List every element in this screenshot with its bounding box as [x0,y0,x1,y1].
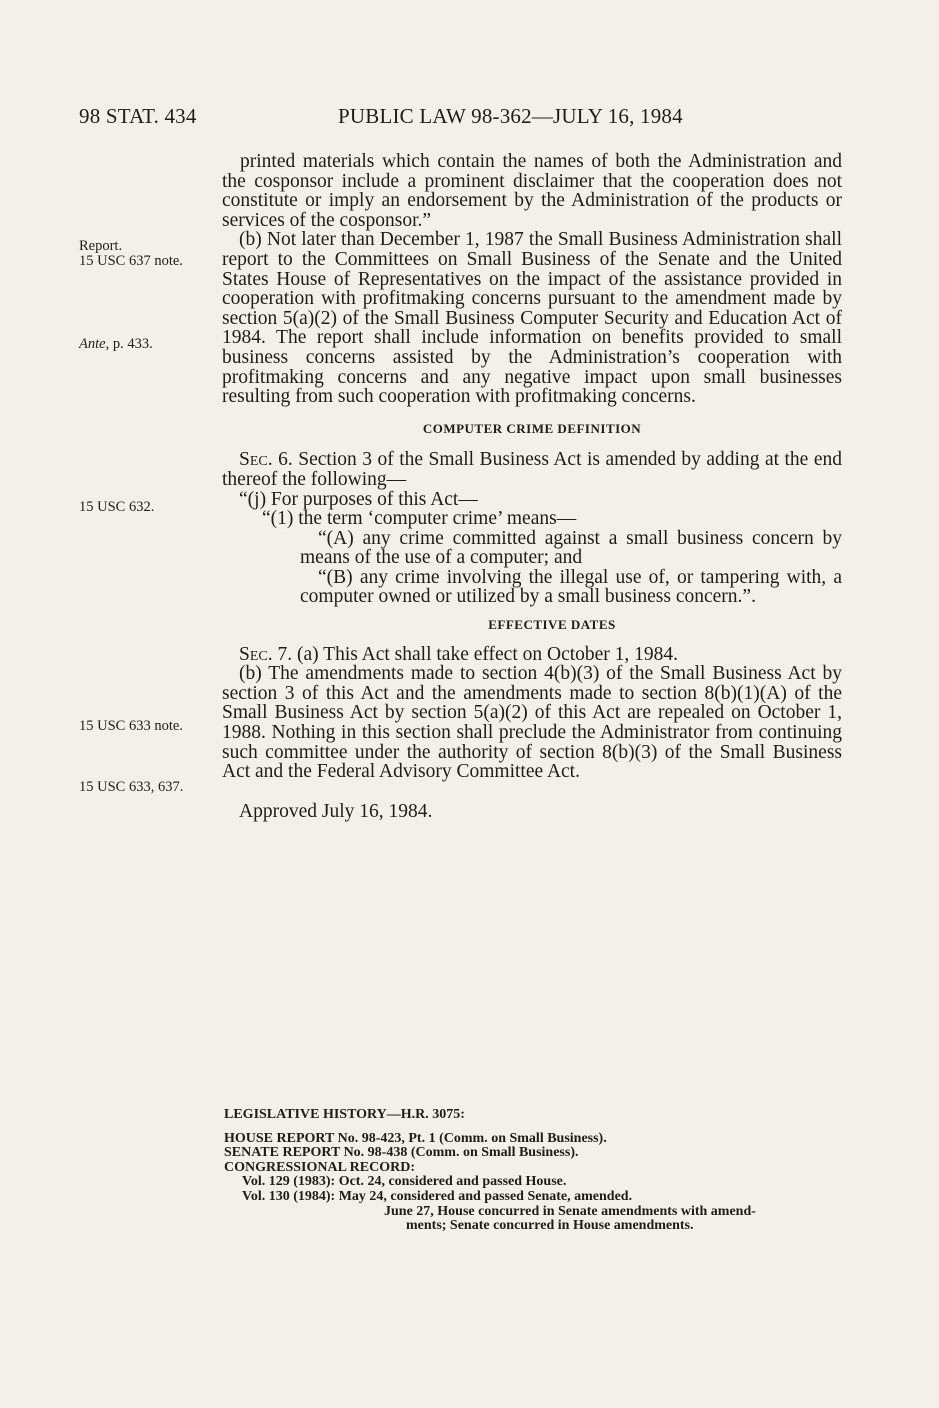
section-6-b: “(B) any crime involving the illegal use of, or tampering with, a computer owned or utilized by a small business concern.”. [300,566,842,608]
section-7-label: Sec. 7. [239,643,293,665]
congressional-record: CONGRESSIONAL RECORD: [224,1159,415,1175]
record-vol-129: Vol. 129 (1983): Oct. 24, considered and passed House. [242,1174,567,1190]
margin-note-ante-page: , p. 433. [105,336,153,352]
margin-note-ante [79,336,153,353]
heading-effective-dates: EFFECTIVE DATES [488,617,616,633]
approved-date: Approved July 16, 1984. [239,800,433,822]
legislative-history-title: LEGISLATIVE HISTORY—H.R. 3075: [224,1107,465,1122]
house-report: HOUSE REPORT No. 98-423, Pt. 1 (Comm. on Small Business). [224,1130,607,1146]
section-6-1: “(1) the term ‘computer crime’ means— [262,508,577,530]
margin-note-usc-637-note: 15 USC 637 note. [79,253,183,269]
margin-note-usc-633-note: 15 USC 633 note. [79,718,183,734]
senate-report: SENATE REPORT No. 98-438 (Comm. on Small Business). [224,1145,579,1161]
record-june-27-line-2: ments; Senate concurred in House amendments. [406,1218,694,1234]
body-text [222,152,842,821]
section-6-j: “(j) For purposes of this Act— [239,488,478,510]
section-6-label: Sec. 6. [239,449,293,471]
margin-note-ante-italic: Ante [79,336,106,352]
page-stat-number: 98 STAT. 434 [79,104,197,128]
margin-note-usc-633-637: 15 USC 633, 637. [79,779,184,795]
page-title: PUBLIC LAW 98-362—JULY 16, 1984 [338,104,683,128]
section-7-b: (b) The amendments made to section 4(b)(3) of the Small Business Act by section 3 of this Act and the amendments made to section 8(b)(1)(A) of the Small Business Act by section 5(a)(2) of this Act are repealed on October 1, 1988. Nothing in this section shall preclude the Administrator from continuing such committee under the authority of section 8(b)(3) of the Small Business Act and the Federal Advisory Committee Act. [222,663,842,783]
margin-note-report: Report. [79,238,123,254]
record-vol-130: Vol. 130 (1984): May 24, considered and passed Senate, amended. [242,1188,633,1204]
intro-paragraph: printed materials which contain the names of both the Administration and the cosponsor include a prominent disclaimer that the cooperation does not constitute or imply an endorsement by the Administration of the products or services of the cosponsor.” [222,151,842,231]
record-june-27-line-1: June 27, House concurred in Senate amendments with amend- [384,1203,756,1219]
margin-note-usc-632: 15 USC 632. [79,499,155,515]
subsection-b: (b) Not later than December 1, 1987 the Small Business Administration shall report to the Committees on Small Business of the Senate and the United States House of Representatives on the impact of the assistance provided in cooperation with profitmaking concerns pursuant to the amendment made by section 5(a)(2) of the Small Business Computer Security and Education Act of 1984. The report shall include information on benefits provided to small business concerns assisted by the Administration’s cooperation with profitmaking concerns and any negative impact upon small businesses resulting from such cooperation with profitmaking concerns. [222,229,842,408]
section-7-a [222,645,842,665]
heading-computer-crime-definition: COMPUTER CRIME DEFINITION [422,420,642,436]
legislative-history [224,1108,844,1234]
section-6-text: Section 3 of the Small Business Act is amended by adding at the end thereof the following— [222,449,842,490]
section-6-a: “(A) any crime committed against a small business concern by means of the use of a computer; and [300,527,842,569]
section-7-a-text: (a) This Act shall take effect on October 1, 1984. [297,643,679,665]
section-6 [222,450,842,489]
